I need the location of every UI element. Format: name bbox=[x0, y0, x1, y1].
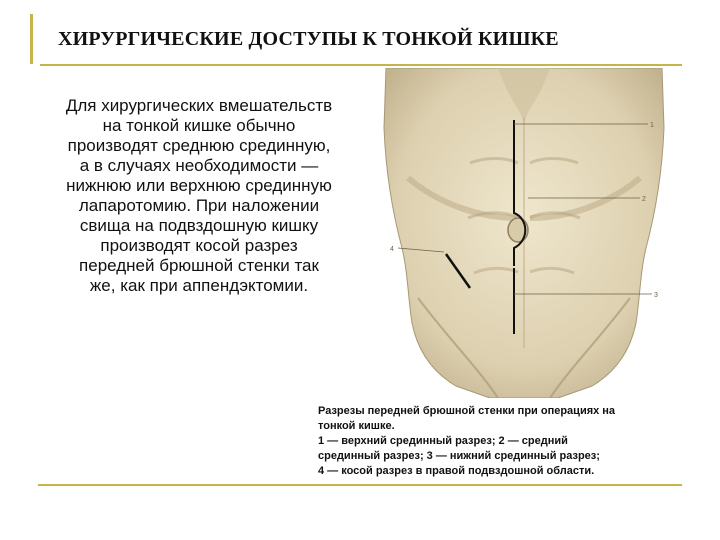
figure-label-2: 2 bbox=[642, 196, 646, 203]
bottom-divider bbox=[38, 484, 682, 486]
caption-line: Разрезы передней брюшной стенки при операциях на bbox=[318, 405, 616, 417]
figure-label-1: 1 bbox=[650, 122, 654, 129]
title-divider bbox=[40, 64, 682, 66]
frame-left-bar bbox=[30, 14, 33, 64]
figure-label-3: 3 bbox=[654, 292, 658, 299]
caption-line: 4 — косой разрез в правой подвздошной области. bbox=[318, 465, 595, 477]
figure-label-4: 4 bbox=[390, 246, 394, 253]
caption-line: тонкой кишке. bbox=[318, 420, 395, 432]
slide-title: ХИРУРГИЧЕСКИЕ ДОСТУПЫ К ТОНКОЙ КИШКЕ bbox=[58, 28, 559, 50]
abdomen-illustration bbox=[378, 68, 670, 398]
caption-line: 1 — верхний срединный разрез; 2 — средний bbox=[318, 435, 568, 447]
figure-caption bbox=[318, 404, 688, 479]
body-paragraph: Для хирургических вмешательств на тонкой кишке обычно производят среднюю срединную, а в случаях необходимости — нижнюю или верхнюю срединную лапаротомию. При наложении свища на подвздошную кишку производят косой разрез передней брюшной стенки так же, как при аппендэктомии. bbox=[65, 96, 333, 295]
caption-line: срединный разрез; 3 — нижний срединный разрез; bbox=[318, 450, 600, 462]
